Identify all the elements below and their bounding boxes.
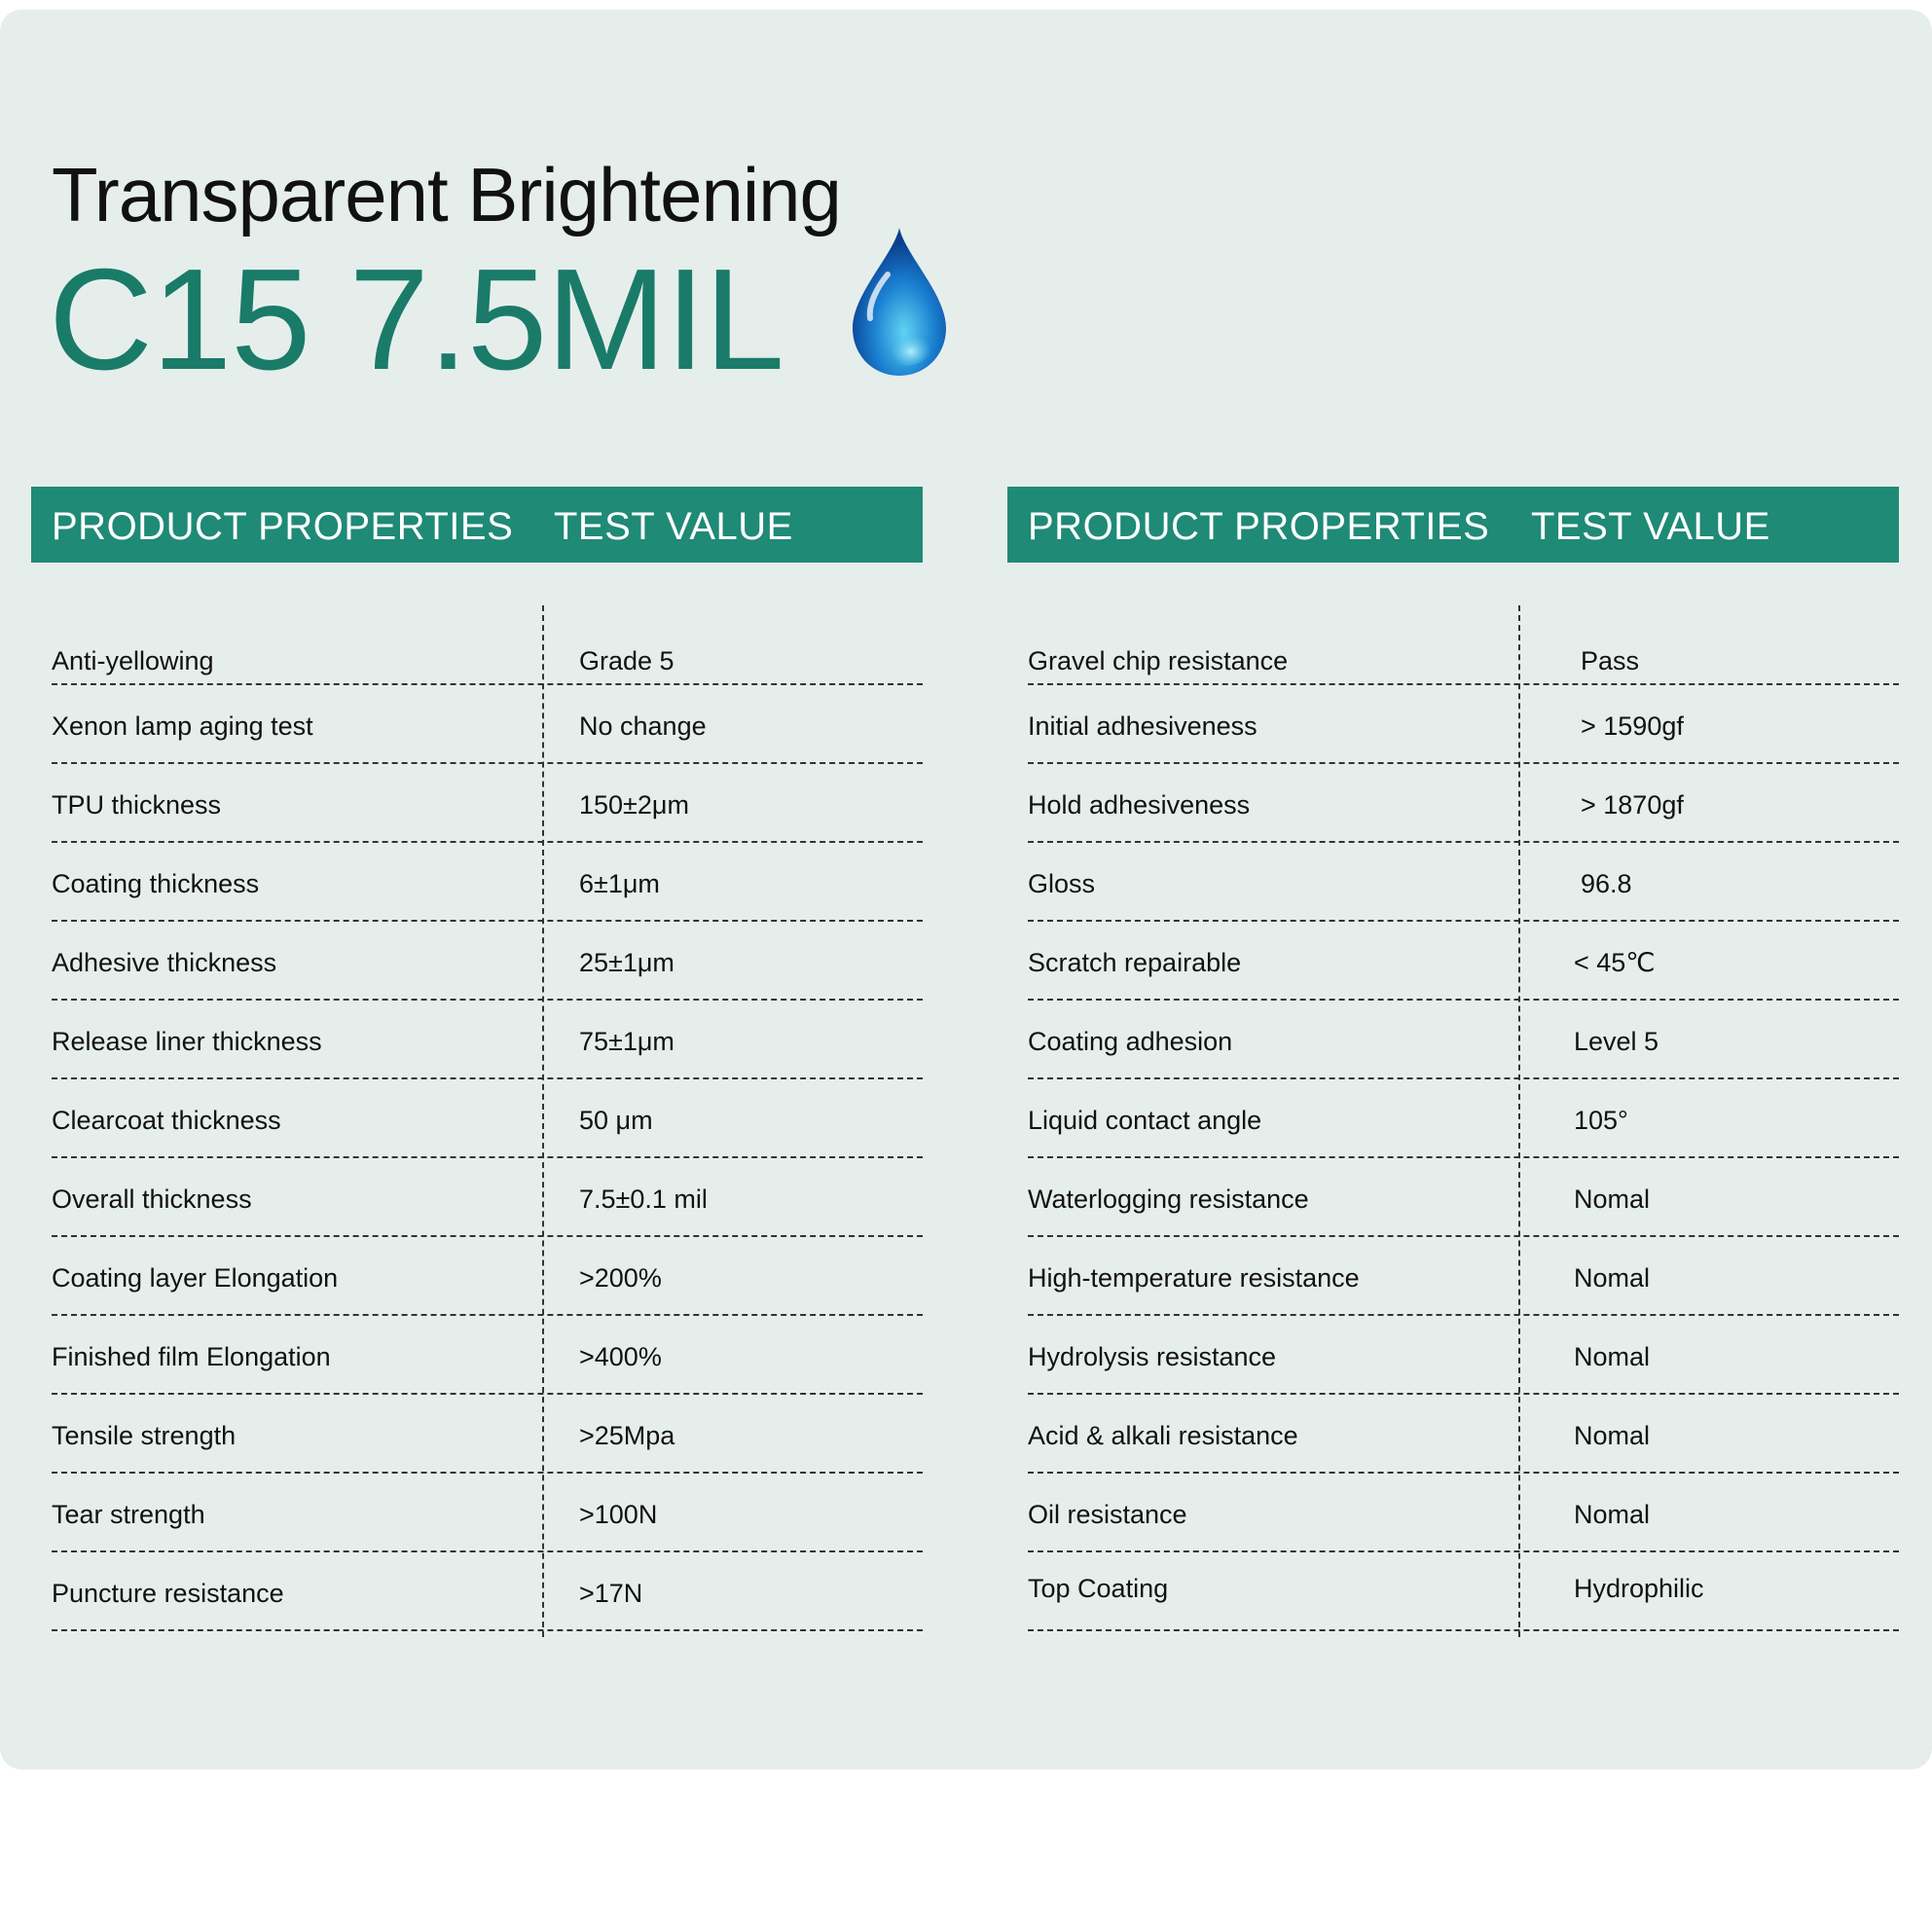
table-row xyxy=(1028,843,1899,922)
value-cell: Nomal xyxy=(1574,1342,1651,1371)
table-row xyxy=(1028,685,1899,764)
value-cell: 7.5±0.1 mil xyxy=(579,1185,708,1214)
table-row xyxy=(1028,922,1899,1001)
value-cell: >25Mpa xyxy=(579,1421,675,1450)
property-cell: Scratch repairable xyxy=(1028,948,1242,977)
property-cell: High-temperature resistance xyxy=(1028,1263,1360,1293)
table-row xyxy=(52,1237,923,1316)
value-cell: Pass xyxy=(1581,646,1640,675)
product-subtitle: Transparent Brightening xyxy=(52,152,841,237)
table-row xyxy=(52,1079,923,1158)
table-body xyxy=(1028,605,1899,1637)
property-cell: Finished film Elongation xyxy=(52,1342,331,1371)
table-row xyxy=(52,685,923,764)
property-cell: Adhesive thickness xyxy=(52,948,277,977)
value-cell: Grade 5 xyxy=(579,646,674,675)
table-row xyxy=(52,1158,923,1237)
property-cell: Release liner thickness xyxy=(52,1027,322,1056)
value-cell: 150±2μm xyxy=(579,790,689,820)
value-cell: >100N xyxy=(579,1500,658,1529)
property-cell: Waterlogging resistance xyxy=(1028,1185,1309,1214)
table-row xyxy=(1028,1395,1899,1474)
property-cell: Puncture resistance xyxy=(52,1579,284,1608)
table-row xyxy=(52,1316,923,1395)
value-cell: No change xyxy=(579,711,707,741)
table-row xyxy=(1028,764,1899,843)
table-row xyxy=(1028,1237,1899,1316)
property-cell: Xenon lamp aging test xyxy=(52,711,313,741)
column-header-properties: PRODUCT PROPERTIES xyxy=(1028,505,1490,548)
value-cell: > 1590gf xyxy=(1581,711,1684,741)
property-cell: Acid & alkali resistance xyxy=(1028,1421,1298,1450)
property-cell: Liquid contact angle xyxy=(1028,1106,1262,1135)
property-cell: TPU thickness xyxy=(52,790,222,820)
table-row xyxy=(52,843,923,922)
value-cell: >200% xyxy=(579,1263,662,1293)
value-cell: 75±1μm xyxy=(579,1027,674,1056)
property-cell: Coating adhesion xyxy=(1028,1027,1233,1056)
property-cell: Hydrolysis resistance xyxy=(1028,1342,1277,1371)
properties-table-right xyxy=(1007,487,1899,1603)
table-row xyxy=(1028,1316,1899,1395)
table-row xyxy=(52,1552,923,1631)
property-cell: Hold adhesiveness xyxy=(1028,790,1251,820)
table-row xyxy=(52,764,923,843)
value-cell: Nomal xyxy=(1574,1263,1651,1293)
column-header-properties: PRODUCT PROPERTIES xyxy=(52,505,514,548)
property-cell: Anti-yellowing xyxy=(52,646,214,675)
table-row xyxy=(1028,1158,1899,1237)
property-cell: Coating layer Elongation xyxy=(52,1263,339,1293)
table-row xyxy=(52,605,923,685)
value-cell: Level 5 xyxy=(1574,1027,1659,1056)
property-cell: Top Coating xyxy=(1028,1574,1169,1603)
value-cell: >400% xyxy=(579,1342,662,1371)
property-cell: Tear strength xyxy=(52,1500,205,1529)
value-cell: Nomal xyxy=(1574,1185,1651,1214)
value-cell: 96.8 xyxy=(1581,869,1632,898)
column-header-value: TEST VALUE xyxy=(1531,505,1770,548)
table-row xyxy=(52,922,923,1001)
value-cell: Nomal xyxy=(1574,1421,1651,1450)
value-cell: 6±1μm xyxy=(579,869,660,898)
table-header xyxy=(31,487,923,563)
property-cell: Tensile strength xyxy=(52,1421,237,1450)
product-title: C15 7.5MIL xyxy=(49,239,784,400)
table-row xyxy=(52,1395,923,1474)
property-cell: Coating thickness xyxy=(52,869,260,898)
table-row xyxy=(1028,1552,1899,1631)
value-cell: > 1870gf xyxy=(1581,790,1684,820)
properties-table-left xyxy=(31,487,923,1608)
table-row xyxy=(1028,1079,1899,1158)
value-cell: Hydrophilic xyxy=(1574,1574,1704,1603)
property-cell: Clearcoat thickness xyxy=(52,1106,281,1135)
table-row xyxy=(1028,605,1899,685)
table-row xyxy=(1028,1001,1899,1079)
value-cell: 105° xyxy=(1574,1106,1628,1135)
table-body xyxy=(52,605,923,1637)
table-header xyxy=(1007,487,1899,563)
property-cell: Gloss xyxy=(1028,869,1096,898)
table-row xyxy=(52,1474,923,1552)
property-cell: Initial adhesiveness xyxy=(1028,711,1258,741)
property-cell: Overall thickness xyxy=(52,1185,252,1214)
value-cell: 50 μm xyxy=(579,1106,653,1135)
value-cell: < 45℃ xyxy=(1574,948,1656,977)
value-cell: Nomal xyxy=(1574,1500,1651,1529)
table-row xyxy=(1028,1474,1899,1552)
value-cell: 25±1μm xyxy=(579,948,674,977)
value-cell: >17N xyxy=(579,1579,643,1608)
property-cell: Oil resistance xyxy=(1028,1500,1187,1529)
property-cell: Gravel chip resistance xyxy=(1028,646,1289,675)
table-row xyxy=(52,1001,923,1079)
water-drop-icon xyxy=(849,226,950,378)
column-header-value: TEST VALUE xyxy=(554,505,793,548)
